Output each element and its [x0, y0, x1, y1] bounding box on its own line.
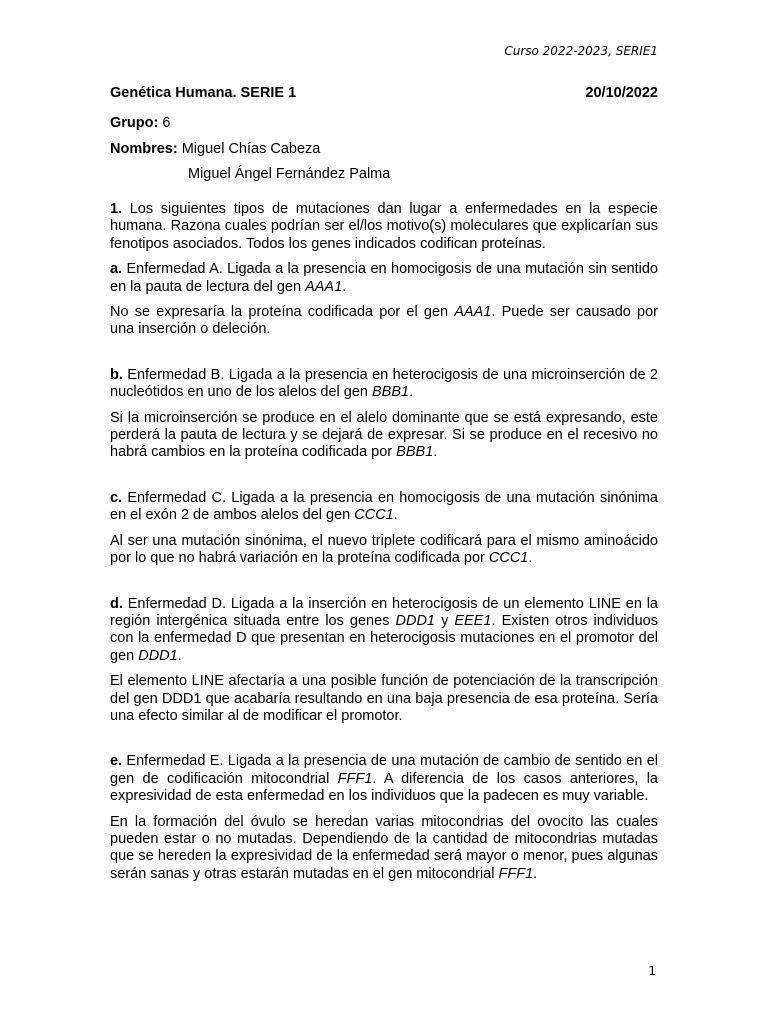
- document-date: 20/10/2022: [585, 85, 658, 101]
- document-body: [110, 84, 658, 883]
- answer-a: [110, 304, 658, 339]
- question-a-end: .: [342, 278, 347, 295]
- question-d-end: .: [177, 647, 182, 664]
- intro-text: Los siguientes tipos de mutaciones dan lugar a enfermedades en la especie humana. Razona cuales podrían ser el/los motivo(s) moleculares que explicarían sus fenotipos asociados. Todos los genes indicados codifican proteínas.: [110, 201, 658, 252]
- letter-e: e.: [110, 753, 123, 770]
- gene-name: CCC1: [354, 507, 394, 524]
- letter-d: d.: [110, 595, 123, 612]
- gene-name: EEE1: [454, 612, 492, 629]
- question-c-text: Enfermedad C. Ligada a la presencia en homocigosis de una mutación sinónima en el exón 2 de ambos alelos del gen: [110, 489, 658, 524]
- gene-name: FFF1: [498, 865, 534, 882]
- question-c-end: .: [393, 507, 398, 524]
- question-e-end: . A diferencia de los casos anteriores, la expresividad de esta enfermedad en los individuos que la padecen es muy variable.: [110, 770, 658, 805]
- gene-name: FFF1: [337, 770, 373, 787]
- gene-name: DDD1: [395, 612, 435, 629]
- answer-d-text: El elemento LINE afectaría a una posible función de potenciación de la transcripción del gen DDD1 que acabaría resultando en una baja presencia de esa proteína. Sería una efecto similar al de modificar el promotor.: [110, 673, 658, 724]
- group-line: [110, 114, 658, 132]
- question-d-text-2: . Existen otros individuos con la enfermedad D que presentan en heterocigosis mutaciones en el promotor del gen: [110, 612, 658, 664]
- question-c: [110, 490, 658, 525]
- question-a: [110, 261, 658, 296]
- question-a-text: Enfermedad A. Ligada a la presencia en homocigosis de una mutación sin sentido en la pauta de lectura del gen: [110, 261, 658, 295]
- answer-a-text: No se expresaría la proteína codificada por el gen: [110, 304, 455, 321]
- question-e: [110, 753, 658, 805]
- group-label: Grupo:: [110, 115, 159, 131]
- answer-b-text: Si la microinserción se produce en el alelo dominante que se está expresando, este perderá la pauta de lectura y se dejará de expresar. Si se produce en el recesivo no habrá cambios en la proteína codificada por: [110, 409, 658, 461]
- document-title: Genética Humana. SERIE 1: [110, 85, 297, 101]
- name-first: Miguel Chías Cabeza: [181, 141, 321, 157]
- answer-e: [110, 814, 658, 884]
- gene-name: CCC1: [488, 550, 529, 567]
- gene-name: DDD1: [138, 647, 178, 664]
- letter-a: a.: [110, 261, 123, 278]
- letter-c: c.: [110, 489, 123, 506]
- question-number: 1.: [110, 201, 123, 217]
- gene-name: BBB1: [372, 384, 410, 401]
- gene-name: AAA1: [305, 278, 343, 295]
- question-1-intro: [110, 201, 658, 253]
- gene-name: AAA1: [454, 304, 492, 321]
- answer-c-end: .: [528, 550, 533, 567]
- running-header: Curso 2022-2023, SERIE1: [504, 44, 658, 58]
- gene-name: BBB1: [396, 444, 434, 461]
- answer-a-end: . Puede ser causado por una inserción o deleción.: [110, 304, 658, 338]
- letter-b: b.: [110, 366, 123, 383]
- title-row: [110, 84, 658, 102]
- names-label: Nombres:: [110, 141, 178, 157]
- answer-d: [110, 673, 658, 725]
- group-value: 6: [162, 115, 171, 131]
- answer-c: [110, 533, 658, 568]
- question-d-conjunction: y: [435, 612, 455, 629]
- answer-c-text: Al ser una mutación sinónima, el nuevo triplete codificará para el mismo aminoácido por lo que no habrá variación en la proteína codificada por: [110, 532, 658, 567]
- answer-b: [110, 410, 658, 462]
- question-e-text: Enfermedad E. Ligada a la presencia de una mutación de cambio de sentido en el gen de codificación mitocondrial: [110, 753, 658, 787]
- answer-e-text: En la formación del óvulo se heredan varias mitocondrias del ovocito las cuales pueden estar o no mutadas. Dependiendo de la cantidad de mitocondrias mutadas que se hereden la expresividad de la enfermedad será mayor o menor, pues algunas serán sanas y otras estarán mutadas en el gen mitocondrial: [110, 813, 658, 882]
- name-second: Miguel Ángel Fernández Palma: [188, 166, 391, 182]
- question-b-text: Enfermedad B. Ligada a la presencia en heterocigosis de una microinserción de 2 nucleótidos en uno de los alelos del gen: [110, 366, 658, 401]
- question-b: [110, 367, 658, 402]
- name-second-line: [110, 165, 658, 183]
- page-number: 1: [648, 964, 656, 978]
- answer-b-end: .: [433, 444, 438, 461]
- names-line: [110, 140, 658, 158]
- question-b-end: .: [409, 384, 414, 401]
- answer-e-end: .: [533, 865, 538, 882]
- question-d: [110, 596, 658, 666]
- question-d-text: Enfermedad D. Ligada a la inserción en heterocigosis de un elemento LINE en la región intergénica situada entre los genes: [110, 595, 658, 629]
